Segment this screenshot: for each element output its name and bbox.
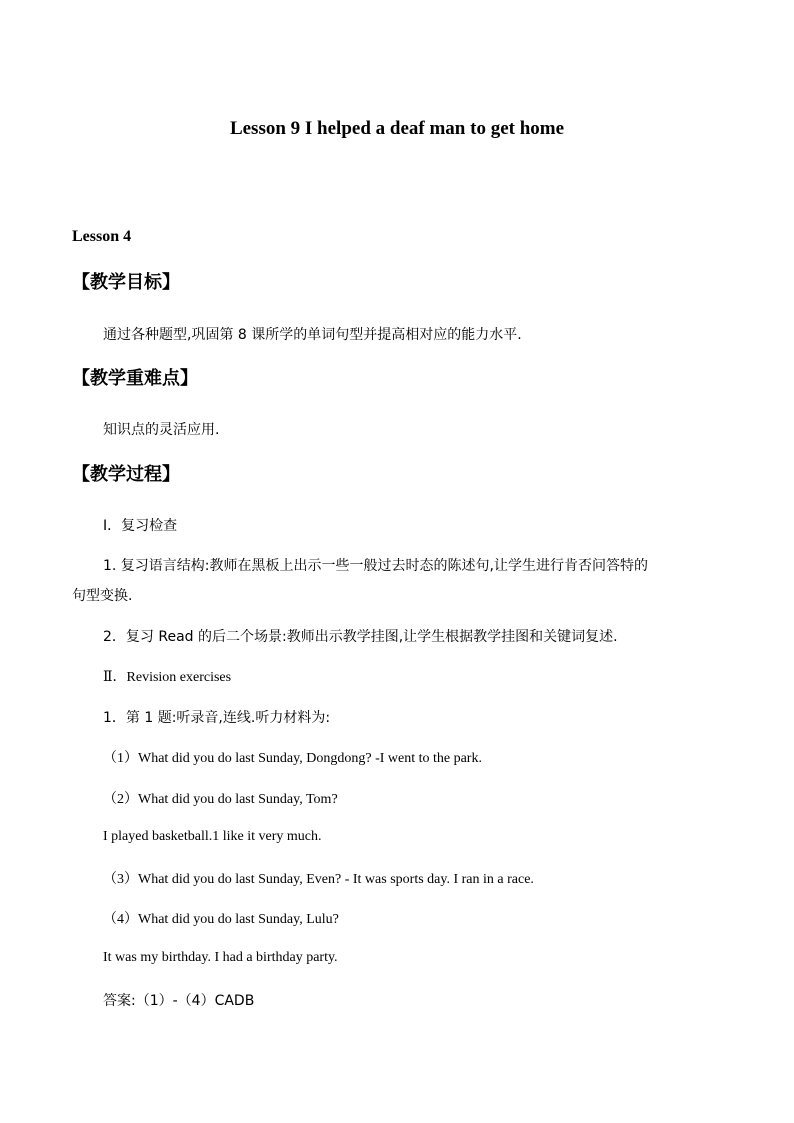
part2-title: Ⅱ．Revision exercises (103, 670, 232, 685)
key-points-heading: 【教学重难点】 (72, 368, 198, 389)
key-points-text: 知识点的灵活应用. (103, 422, 220, 438)
item1-line1: 1. 复习语言结构:教师在黑板上出示一些一般过去时态的陈述句,让学生进行肯否问答特的 (103, 558, 648, 574)
item1-line2: 句型变换. (72, 588, 133, 604)
answer-2: I played basketball.1 like it very much. (103, 829, 322, 844)
item2-text: 2．复习 Read 的后二个场景:教师出示教学挂图,让学生根据教学挂图和关键词复述. (103, 629, 618, 645)
objectives-text: 通过各种题型,巩固第 8 课所学的单词句型并提高相对应的能力水平. (103, 327, 522, 343)
lesson-label: Lesson 4 (72, 228, 132, 245)
question-4: （4）What did you do last Sunday, Lulu? (103, 912, 339, 927)
objectives-heading: 【教学目标】 (72, 272, 180, 293)
answer-4: It was my birthday. I had a birthday party. (103, 950, 338, 965)
question-1: （1）What did you do last Sunday, Dongdong? -I went to the park. (103, 751, 482, 766)
page-title: Lesson 9 I helped a deaf man to get home (229, 118, 565, 139)
exercise1-intro: 1．第 1 题:听录音,连线.听力材料为: (103, 710, 331, 726)
question-3: （3）What did you do last Sunday, Even? - It was sports day. I ran in a race. (103, 872, 534, 887)
question-2: （2）What did you do last Sunday, Tom? (103, 792, 338, 807)
process-heading: 【教学过程】 (72, 464, 180, 485)
part1-title: Ⅰ．复习检查 (103, 518, 178, 534)
answer-key: 答案:（1）-（4）CADB (103, 993, 255, 1009)
